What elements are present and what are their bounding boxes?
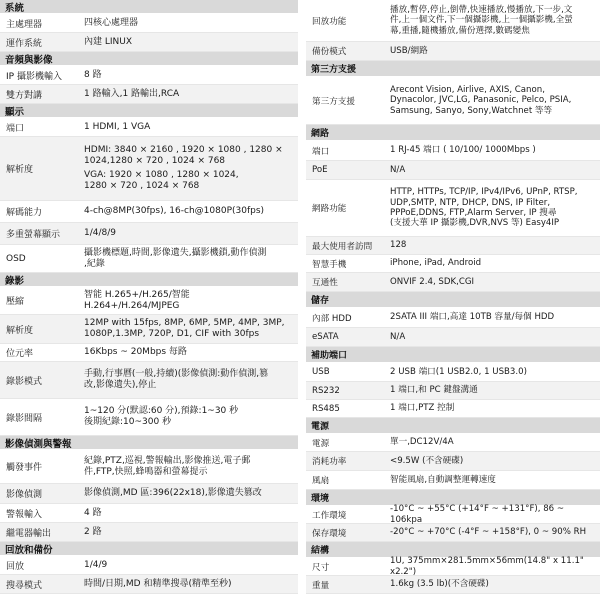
spec-label: 電源 (312, 438, 330, 449)
spec-value-line: ,紀錄 (84, 258, 105, 269)
spec-value (388, 363, 600, 381)
spec-label: 備份模式 (312, 47, 347, 57)
spec-row (306, 141, 600, 161)
spec-value (388, 524, 600, 541)
spec-label: 工作環境 (312, 510, 347, 521)
section-header: 結構 (306, 542, 600, 558)
section-header: 網路 (306, 125, 600, 141)
spec-value (82, 523, 298, 541)
section-header: 第三方支援 (306, 61, 600, 77)
spec-value-line: 改,影像遺失),停止 (84, 380, 157, 390)
spec-value-line: N/A (390, 164, 406, 175)
spec-table-right (306, 0, 600, 594)
spec-value (82, 344, 298, 361)
spec-value-line: 影像偵測,MD 區:396(22x18),影像遺失篡改 (84, 488, 262, 499)
spec-row (0, 245, 298, 273)
spec-row (306, 471, 600, 490)
spec-row (306, 400, 600, 418)
spec-value-line: 1/4/9 (84, 559, 108, 570)
spec-row (306, 576, 600, 594)
spec-value (82, 14, 298, 32)
spec-value-line: 件,上一個文件,下一個攝影機,上一個攝影機,全螢 (390, 15, 573, 26)
section-header: 補助端口 (306, 347, 600, 363)
section-header: 錄影 (0, 273, 298, 287)
spec-row (0, 118, 298, 137)
spec-label: 錄影模式 (6, 376, 43, 387)
spec-label: 主處理器 (6, 19, 43, 30)
spec-value-line: 攝影機標題,時間,影像遺失,攝影機鎖,動作偵測 (84, 247, 267, 258)
spec-value (82, 362, 298, 398)
spec-value-line: USB/網路 (390, 45, 428, 56)
spec-row (0, 575, 298, 594)
spec-value (388, 434, 600, 451)
section-header: 電源 (306, 418, 600, 434)
spec-value (388, 576, 600, 593)
section-header: 音頻與影像 (0, 52, 298, 66)
spec-value (82, 223, 298, 244)
spec-value-line: <9.5W (不含硬碟) (390, 455, 464, 466)
spec-value-line: 2 路 (84, 526, 102, 537)
spec-label: 運作系統 (6, 38, 43, 49)
spec-value (388, 506, 600, 523)
spec-value-line: 時間/日期,MD 和精準搜尋(精準至秒) (84, 578, 232, 589)
spec-value-line: 4 路 (84, 507, 102, 518)
spec-value-line: Arecont Vision, Airlive, AXIS, Canon, (390, 84, 545, 95)
spec-row (306, 524, 600, 542)
spec-row (0, 484, 298, 504)
spec-row (0, 33, 298, 52)
spec-row (306, 363, 600, 382)
spec-value (388, 141, 600, 160)
spec-value (388, 77, 600, 124)
spec-label: RS232 (312, 385, 340, 396)
spec-value-line: 8 路 (84, 69, 102, 80)
spec-value-line: HDMI: 3840 × 2160 , 1920 × 1080 , 1280 × (84, 145, 283, 156)
spec-value-line: 後期紀錄:10~300 秒 (84, 417, 172, 427)
spec-value-line: 1 端口,PTZ 控制 (390, 403, 455, 414)
spec-value (388, 328, 600, 346)
spec-row (0, 450, 298, 484)
spec-row (0, 344, 298, 362)
spec-label: 回放 (6, 561, 25, 572)
spec-value-line: (支援大華 IP 攝影機,DVR,NVS 等) Easy4IP (390, 218, 560, 229)
spec-value (388, 161, 600, 179)
spec-value-line: 1.6kg (3.5 lb)(不含硬碟) (390, 579, 489, 590)
spec-value-line: Samsung, Sanyo, Sony,Watchnet 等等 (390, 105, 553, 116)
spec-value (82, 504, 298, 522)
spec-value-line: 16Kbps ~ 20Mbps 每路 (84, 347, 187, 358)
spec-value (388, 0, 600, 41)
spec-value-line: 件,FTP,快照,蜂鳴器和螢幕提示 (84, 466, 208, 477)
spec-label: 壓縮 (6, 297, 25, 307)
spec-value-line: 4-ch@8MP(30fps), 16-ch@1080P(30fps) (84, 206, 265, 217)
spec-label: 雙方對講 (6, 90, 43, 101)
spec-value-line: 播放,暫停,停止,倒帶,快速播放,慢播放,下一步,文 (390, 4, 573, 15)
spec-row (306, 0, 600, 42)
spec-row (306, 506, 600, 524)
spec-row (0, 201, 298, 223)
spec-label: 最大使用者訪問 (312, 241, 373, 252)
spec-value (82, 287, 298, 314)
spec-value (82, 66, 298, 84)
spec-label: IP 攝影機輸入 (6, 71, 62, 82)
spec-value-line: 1280 × 720 , 1024 × 768 (84, 180, 200, 191)
spec-row (306, 452, 600, 471)
spec-row (0, 315, 298, 344)
spec-label: 保存環境 (312, 528, 347, 539)
spec-label: 消耗功率 (312, 457, 347, 467)
spec-value-line: UDP,SMTP, NTP, DHCP, DNS, IP Filter, (390, 197, 551, 208)
spec-label: 觸發事件 (6, 463, 43, 473)
spec-value (388, 308, 600, 327)
spec-value (388, 42, 600, 60)
spec-value-line: 2 USB 端口(1 USB2.0, 1 USB3.0) (390, 366, 527, 377)
spec-label: 第三方支援 (312, 96, 355, 107)
spec-row (0, 14, 298, 33)
spec-label: 繼電器輸出 (6, 528, 52, 539)
spec-row (0, 504, 298, 523)
spec-value-line: 幕,重播,隨機播放,備份選擇,數碼變焦 (390, 25, 530, 36)
spec-value-line: -10°C ~ +55°C (+14°F ~ +131°F), 86 ~ 106kpa (390, 504, 565, 525)
spec-label: RS485 (312, 403, 340, 414)
spec-row (0, 85, 298, 104)
spec-row (0, 362, 298, 399)
spec-value-line: 1~120 分(默認:60 分),預錄:1~30 秒 (84, 406, 239, 417)
spec-value (388, 237, 600, 254)
spec-label: 重量 (312, 580, 330, 591)
spec-value-line: 四核心處理器 (84, 17, 139, 28)
spec-label: PoE (312, 165, 328, 175)
spec-row (306, 558, 600, 576)
spec-row (0, 399, 298, 436)
spec-value-line: Dynacolor, JVC,LG, Panasonic, Pelco, PSIA, (390, 95, 572, 106)
spec-row (306, 308, 600, 328)
spec-value (82, 484, 298, 503)
spec-value (82, 201, 298, 222)
spec-value (82, 575, 298, 593)
spec-value-line: PPPoE,DDNS, FTP,Alarm Server, IP 搜尋 (390, 208, 557, 218)
spec-value (388, 400, 600, 417)
section-header: 顯示 (0, 104, 298, 118)
section-header: 回放和備份 (0, 542, 298, 556)
spec-value (82, 450, 298, 483)
spec-row (306, 434, 600, 452)
section-header: 影像偵測與警報 (0, 436, 298, 450)
spec-label: 端口 (6, 123, 25, 134)
spec-row (306, 328, 600, 347)
spec-value (82, 399, 298, 435)
spec-value-line: 1 路輸入,1 路輸出,RCA (84, 88, 180, 99)
spec-value-line: 1080P,1.3MP, 720P, D1, CIF with 30fps (84, 329, 260, 339)
spec-row (306, 237, 600, 255)
spec-label: 影像偵測 (6, 490, 43, 500)
spec-value-line: 紀錄,PTZ,巡視,警報輸出,影像推送,電子郵 (84, 455, 251, 466)
spec-value-line: 手動,行事曆(一般,持續)(影像偵測:動作偵測,篡 (84, 369, 269, 380)
spec-value (82, 85, 298, 103)
spec-value (388, 558, 600, 575)
spec-label: 智慧手機 (312, 259, 347, 270)
spec-value (82, 245, 298, 272)
spec-row (306, 382, 600, 400)
spec-row (0, 66, 298, 85)
spec-label: 解析度 (6, 325, 34, 336)
spec-value (388, 382, 600, 399)
spec-value-line: 1024,1280 × 720 , 1024 × 768 (84, 156, 226, 167)
spec-value-line: 1/4/8/9 (84, 228, 117, 239)
spec-row (306, 161, 600, 180)
spec-value (388, 255, 600, 272)
spec-label: 尺寸 (312, 562, 330, 573)
spec-label: USB (312, 367, 330, 377)
spec-label: 端口 (312, 146, 330, 157)
spec-value (82, 137, 298, 200)
spec-value (82, 315, 298, 343)
spec-table-left (0, 0, 298, 594)
spec-value-line: HTTP, HTTPs, TCP/IP, IPv4/IPv6, UPnP, RTSP, (390, 187, 578, 198)
spec-value-line: 單一,DC12V/4A (390, 437, 454, 448)
spec-value (82, 118, 298, 136)
spec-value-line: 2SATA III 端口,高達 10TB 容量/每個 HDD (390, 312, 555, 323)
spec-row (306, 255, 600, 273)
spec-value-line: N/A (390, 331, 406, 342)
spec-value-line: 智能 H.265+/H.265/智能 (84, 289, 190, 300)
spec-value (388, 452, 600, 470)
section-header: 儲存 (306, 292, 600, 308)
spec-label: 錄影間隔 (6, 413, 43, 424)
spec-label: 風扇 (312, 476, 330, 486)
spec-value-line: 128 (390, 240, 407, 251)
spec-row (0, 556, 298, 575)
spec-label: OSD (6, 253, 26, 264)
spec-row (0, 287, 298, 315)
spec-value-line: 內建 LINUX (84, 36, 133, 47)
spec-label: 內部 HDD (312, 313, 352, 324)
spec-label: 多重螢幕顯示 (6, 230, 61, 240)
spec-value-line: VGA: 1920 × 1080 , 1280 × 1024, (84, 170, 239, 180)
spec-label: 解析度 (6, 165, 34, 175)
spec-value (82, 33, 298, 51)
spec-label: 位元率 (6, 349, 34, 359)
section-header: 環境 (306, 490, 600, 506)
spec-value-line: 12MP with 15fps, 8MP, 6MP, 5MP, 4MP, 3MP, (84, 318, 285, 329)
spec-value-line: 1 HDMI, 1 VGA (84, 121, 151, 132)
spec-row (0, 223, 298, 245)
spec-label: 互通性 (312, 278, 338, 288)
spec-value-line: H.264+/H.264/MJPEG (84, 300, 180, 311)
spec-value (388, 471, 600, 489)
spec-value-line: -20°C ~ +70°C (-4°F ~ +158°F), 0 ~ 90% RH (390, 527, 587, 538)
spec-value-line: iPhone, iPad, Android (390, 258, 482, 269)
spec-value-line: 1U, 375mm×281.5mm×56mm(14.8" x 11.1" x2.2") (390, 556, 584, 577)
spec-value-line: 智能風扇,自動調整運轉速度 (390, 474, 496, 485)
spec-value-line: ONVIF 2.4, SDK,CGI (390, 276, 475, 287)
spec-row (306, 273, 600, 292)
spec-label: 警報輸入 (6, 509, 43, 520)
spec-label: 解碼能力 (6, 208, 43, 218)
spec-label: 搜尋模式 (6, 580, 43, 591)
spec-label: eSATA (312, 332, 339, 342)
spec-label: 回放功能 (312, 16, 347, 27)
spec-row (306, 42, 600, 61)
spec-value-line: 1 RJ-45 端口 ( 10/100/ 1000Mbps ) (390, 145, 536, 156)
spec-value-line: 1 端口,和 PC 鍵盤溝通 (390, 385, 478, 396)
spec-row (306, 77, 600, 125)
spec-row (306, 180, 600, 237)
spec-value (388, 180, 600, 236)
spec-label: 網路功能 (312, 204, 347, 214)
spec-row (0, 523, 298, 542)
spec-row (0, 137, 298, 201)
spec-value (82, 556, 298, 574)
section-header: 系統 (0, 0, 298, 14)
spec-value (388, 273, 600, 291)
